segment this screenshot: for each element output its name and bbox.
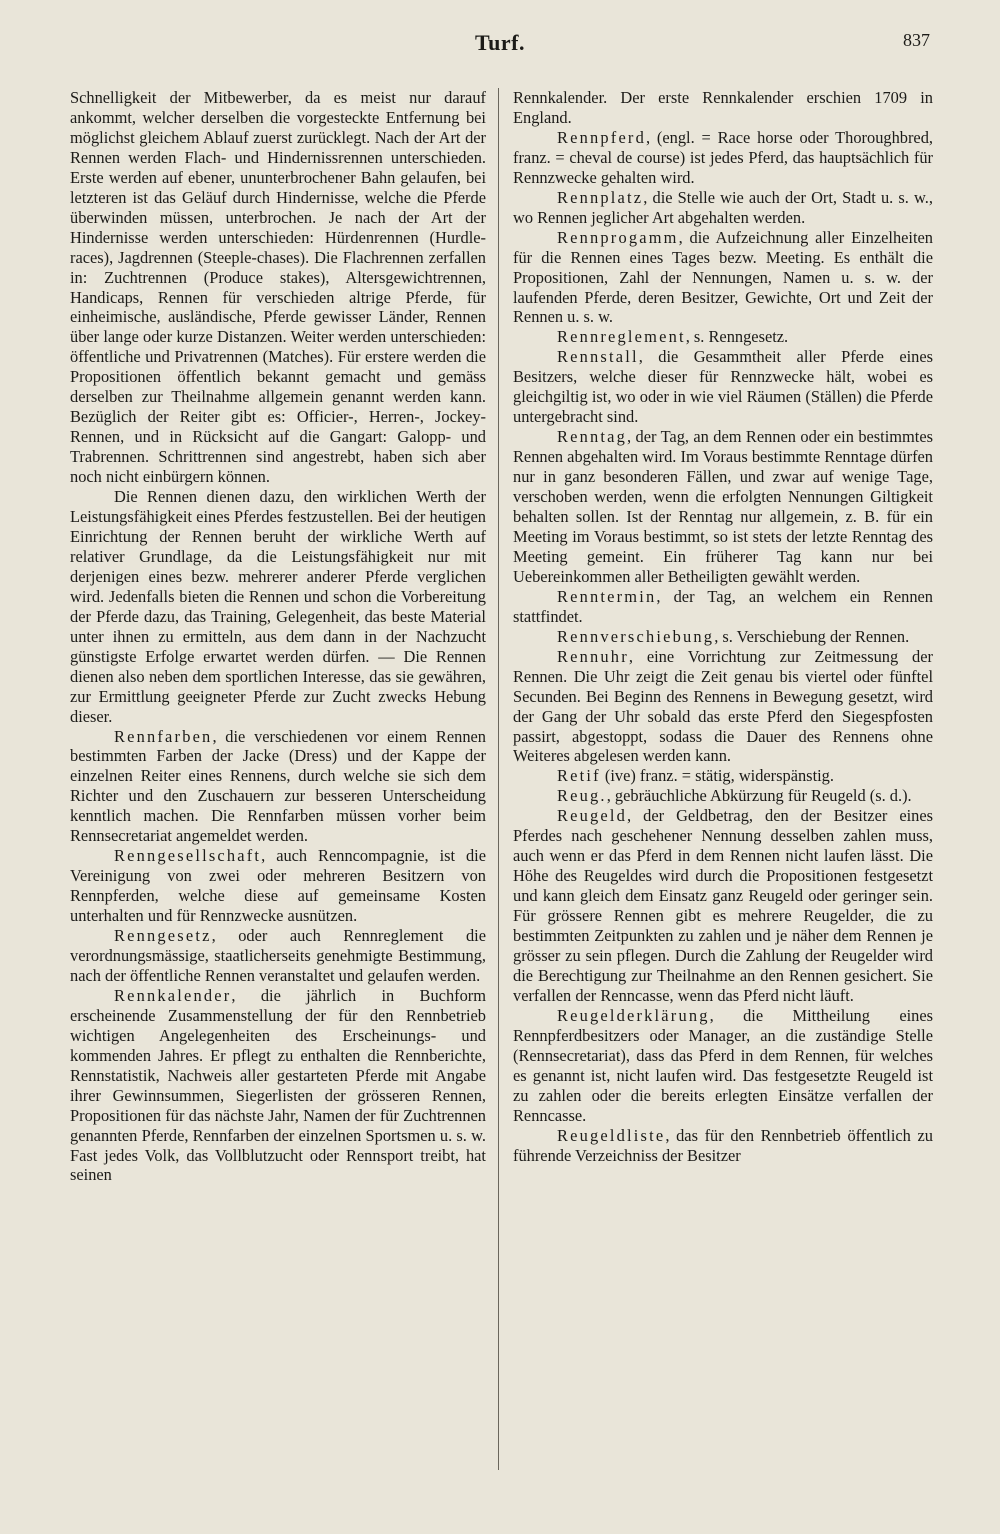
entry [513,766,933,786]
entry [70,926,486,986]
left-column [70,88,486,1185]
paragraph [70,88,486,487]
entry [513,786,933,806]
entry [513,228,933,328]
entry-term: Renngesellschaft [114,846,262,866]
entry-text: , auch Renncompagnie, ist die Vereinigung von zwei oder mehreren Besitzern von Rennpferden, welche diese auf gemeinsame Kosten unterhalten und für Rennzwecke ausnützen. [70,846,486,926]
entry-text: , die jährlich in Buchform erscheinende Zusammenstellung der für den Rennbetrieb wichtigen Angelegenheiten des Erscheinungs- und kommenden Jahres. Er pflegt zu enthalten die Rennberichte, Rennstatistik, Nachweis aller gestarteten Pferde mit Angabe ihrer Gewinnsummen, Siegerlisten der grösseren Rennen, Propositionen für das nächste Jahr, Namen der für Zuchtrennen genannten Pferde, Rennfarben der einzelnen Sportsmen u. s. w. Fast jedes Volk, das Vollblutzucht oder Rennsport treibt, hat seinen [70,985,486,1185]
entry [513,806,933,1006]
entry-text: , (engl. = Race horse oder Thoroughbred, franz. = cheval de course) ist jedes Pferd, das hauptsächlich für Rennzwecke gehalten wird. [513,127,933,187]
entry-term: Renntermin [557,586,657,606]
column-divider [498,88,499,1470]
entry-term: Rennverschiebung [557,626,715,646]
running-head: Turf. [475,30,525,55]
paragraph-text: Schnelligkeit der Mitbewerber, da es meist nur darauf ankommt, welcher derselben die vorgesteckte Entfernung bei möglichst gleichem Ablauf zuerst zurücklegt. Nach der Art der Rennen werden Flach- und Hindernissrennen unterschieden. Erste werden auf ebener, ununterbrochener Bahn gelaufen, bei letzteren ist das Geläuf durch Hindernisse, welche die Pferde überwinden müssen, unterbrochen. Je nach der Art der Hindernisse werden unterschieden: Hürdenrennen (Hurdle-races), Jagdrennen (Steeple-chases). Die Flachrennen zerfallen in: Zuchtrennen (Produce stakes), Altersgewichtrennen, Handicaps, Rennen für verschieden altrige Pferde, für einheimische, ausländische, Pferde gewisser Länder, Rennen über lange oder kurze Distanzen. Weiter werden unterschieden: öffentliche und Privatrennen (Matches). Für erstere werden die Propositionen öffentlich bekannt gemacht und gemäss derselben zur Theilnahme allgemein genannt werden kann. Bezüglich der Reiter gibt es: Officier-, Herren-, Jockey-Rennen, und in Rücksicht auf die Gangart: Galopp- und Trabrennen. Schrittrennen sind angestrebt, haben sich aber noch nicht einbürgern können. [70,88,486,487]
entry-term: Renngesetz [114,926,212,946]
entry [513,128,933,188]
page-number: 837 [903,30,930,50]
entry-term: Renntag [557,427,628,447]
entry-text: , die Mittheilung eines Rennpferdbesitzers oder Manager, an die zuständige Stelle (Rennsecretariat), dass das Pferd in dem Rennen, für welches es genannt ist, nicht laufen wird. Das festgesetzte Reugeld ist zu zahlen oder die bereits erlegten Einsätze verfallen der Renncasse. [513,1005,933,1125]
entry-text: , s. Renngesetz. [685,327,789,347]
entry [513,188,933,228]
entry-text: , gebräuchliche Abkürzung für Reugeld (s. d.). [606,786,912,806]
entry-term: Rennuhr [557,646,629,666]
entry-term: Reugelderklärung [557,1005,710,1025]
entry [513,327,933,347]
entry-text: , der Tag, an dem Rennen oder ein bestimmtes Rennen abgehalten wird. Im Voraus bestimmte Renntage dürfen nur in ganz besonderen Fällen, und zwar auf wenige Tage, verschoben werden, wenn die erfolgten Nennungen Giltigkeit behalten sollen. Ist der Renntag nur allgemein, z. B. für ein Meeting im Voraus bestimmt, so ist stets der letzte Renntag des Meeting gemeint. Ein früherer Tag kann nur bei Uebereinkommen aller Betheiligten gewählt werden. [513,427,933,586]
paragraph-text: Die Rennen dienen dazu, den wirklichen Werth der Leistungsfähigkeit eines Pferdes festzustellen. Bei der heutigen Einrichtung der Rennen beruht der wirkliche Werth auf relativer Grundlage, da die Leistungsfähigkeit nur mit derjenigen eines bezw. mehrerer anderer Pferde verglichen wird. Jedenfalls bieten die Rennen und schon die Vorbereitung der Pferde dazu, das Training, Gelegenheit, das beste Material unter ihnen zu ermitteln, aus dem dann in der Nachzucht günstigste Erfolge erwartet werden dürfen. — Die Rennen dienen also neben dem sportlichen Interesse, das sie gewähren, zur Ermittlung geeigneter Pferde zur Zucht zwecks Hebung dieser. [70,487,486,726]
entry-term: Rennpferd [557,127,646,147]
entry-term: Rennprogamm [557,227,679,247]
entry-text: , die Stelle wie auch der Ort, Stadt u. s. w., wo Rennen jeglicher Art abgehalten werden. [513,187,933,227]
paragraph [513,88,933,128]
entry-term: Reugeld [557,806,628,826]
entry-term: Rennplatz [557,187,644,207]
entry-text: , das für den Rennbetrieb öffentlich zu führende Verzeichniss der Besitzer [513,1125,933,1165]
entry-text: , die verschiedenen vor einem Rennen bestimmten Farben der Jacke (Dress) und der Kappe der einzelnen Reiter eines Rennens, durch welche sie sich dem Richter und den Zuschauern zur besseren Unterscheidung kenntlich machen. Die Rennfarben müssen vorher beim Rennsecretariat angemeldet werden. [70,726,486,846]
entry-text: , der Geldbetrag, den der Besitzer eines Pferdes nach geschehener Nennung desselben zahlen muss, auch wenn er das Pferd in dem Rennen nicht laufen lässt. Die Höhe des Reugeldes wird durch die Propositionen festgesetzt und kann gleich dem Einsatz ganz Reugeld oder geringer sein. Für grössere Rennen gibt es mehrere Reugelder, die zu bestimmten Zeitpunkten zu zahlen und je näher dem Rennen je grösser zu sein pflegen. Durch die Zahlung der Reugelder wird die Berechtigung zur Theilnahme an den Rennen gesichert. Sie verfallen der Renncasse, wenn das Pferd nicht läuft. [513,806,933,1005]
entry-text: , eine Vorrichtung zur Zeitmessung der Rennen. Die Uhr zeigt die Zeit genau bis viertel oder fünftel Secunden. Bei Beginn des Rennens in Bewegung gesetzt, wird der Gang der Uhr sobald das erste Pferd den Siegespfosten passirt, abgestoppt, sodass die Dauer des Rennens ohne Weiteres abgelesen werden kann. [513,646,933,766]
entry-term: Rennreglement [557,327,686,347]
paragraph-text: Rennkalender. Der erste Rennkalender erschien 1709 in England. [513,88,933,127]
entry [513,1126,933,1166]
right-column [513,88,933,1165]
entry [513,427,933,587]
entry-term: Rennstall [557,347,639,367]
entry-term: Rennfarben [114,726,213,746]
entry [70,846,486,926]
entry-text: , der Tag, an welchem ein Rennen stattfindet. [513,586,933,626]
entry-term: Rennkalender [114,985,232,1005]
entry [513,647,933,767]
entry [70,727,486,847]
entry-text: , s. Verschiebung der Rennen. [714,626,910,646]
entry-text: , oder auch Rennreglement die verordnungsmässige, staatlicherseits genehmigte Bestimmung, nach der öffentliche Rennen veranstaltet und gelaufen werden. [70,926,486,985]
entry [513,627,933,647]
entry [513,347,933,427]
entry-text: , die Aufzeichnung aller Einzelheiten für die Rennen eines Tages bezw. Meeting. Es enthält die Propositionen, Zahl der Nennungen, Namen u. s. w. der laufenden Pferde, deren Besitzer, Gewichte, Ort und Zeit der Rennen u. s. w. [513,227,933,327]
entry [70,986,486,1186]
entry-term: Reug. [557,786,607,806]
paragraph [70,487,486,726]
entry-term: Reugeldliste [557,1125,666,1145]
entry-text: , die Gesammtheit aller Pferde eines Besitzers, welche dieser für Rennzwecke hält, wobei es gleichgiltig ist, wo oder in wie viel Räumen (Ställen) die Pferde untergebracht sind. [513,347,933,427]
entry-term: Retif [557,766,601,786]
entry [513,1006,933,1126]
entry-text: (ive) franz. = stätig, widerspänstig. [600,766,834,786]
entry [513,587,933,627]
